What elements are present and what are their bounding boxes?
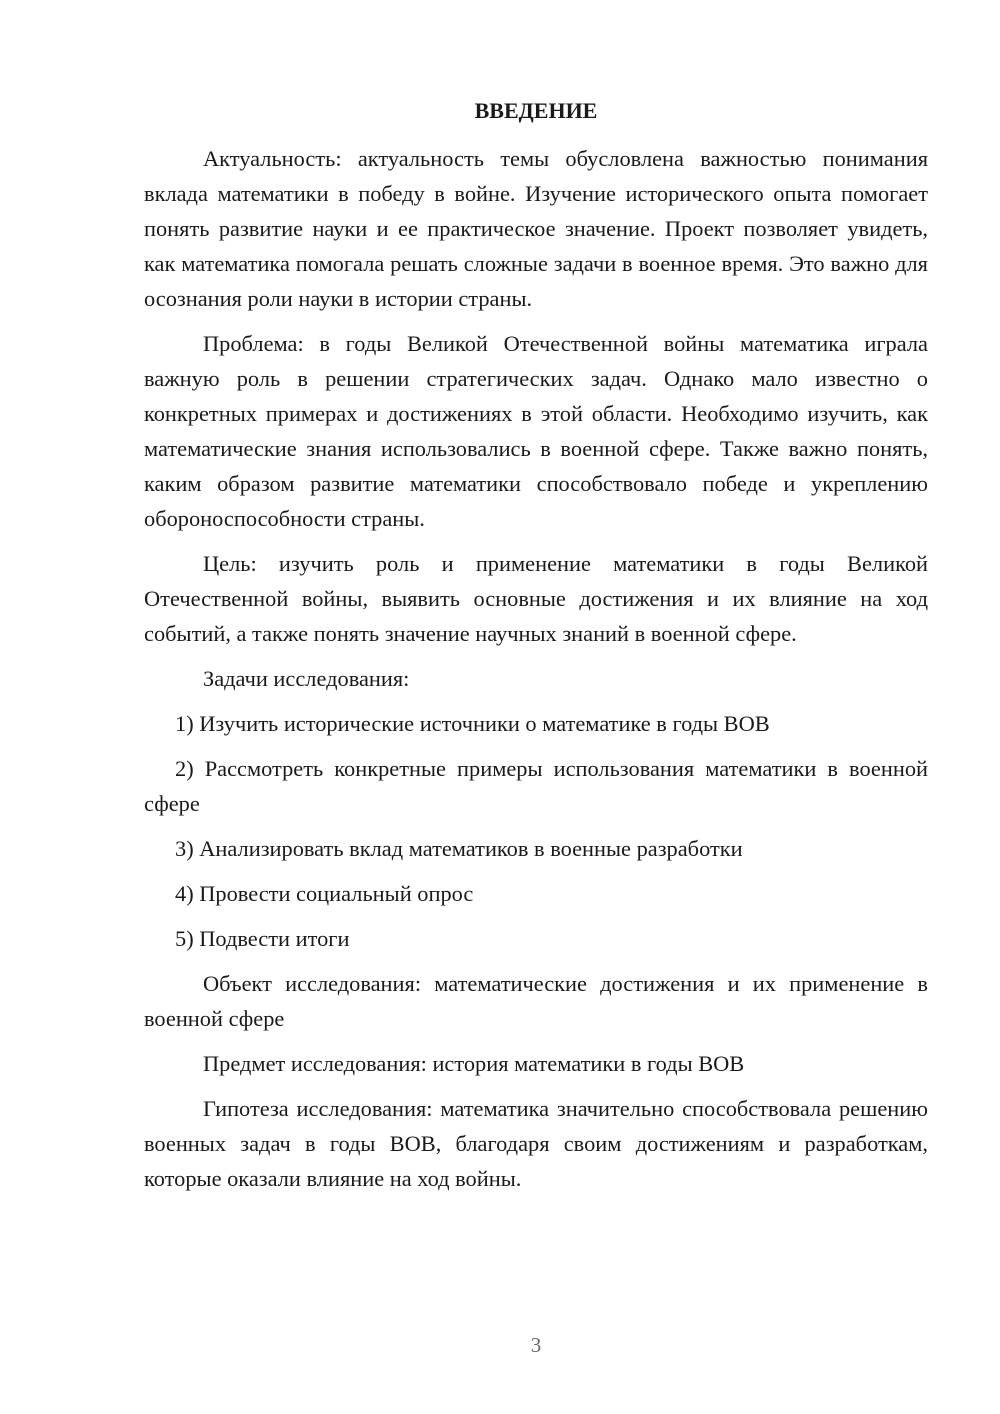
tasks-heading: Задачи исследования:: [203, 666, 410, 691]
subject-paragraph: Предмет исследования: история математики в годы ВОВ: [203, 1051, 745, 1076]
goal-paragraph: Цель: изучить роль и применение математики в годы Великой Отечественной войны, выявить основные достижения и их влияние на ход событий, а также понять значение научных знаний в военной сфере.: [144, 551, 928, 646]
task-item: 4) Провести социальный опрос: [175, 881, 474, 906]
task-item: 5) Подвести итоги: [175, 926, 350, 951]
task-item: 3) Анализировать вклад математиков в военные разработки: [175, 836, 743, 861]
task-item: 2) Рассмотреть конкретные примеры использования математики в военной сфере: [144, 756, 928, 816]
relevance-paragraph: Актуальность: актуальность темы обусловлена важностью понимания вклада математики в победу в войне. Изучение исторического опыта помогает понять развитие науки и ее практическое значение. Проект позволяет увидеть, как математика помогала решать сложные задачи в военное время. Это важно для осознания роли науки в истории страны.: [144, 146, 928, 311]
section-heading: ВВЕДЕНИЕ: [474, 98, 598, 123]
object-paragraph: Объект исследования: математические достижения и их применение в военной сфере: [144, 971, 928, 1031]
document-page: [144, 93, 928, 1206]
task-item: 1) Изучить исторические источники о математике в годы ВОВ: [175, 711, 770, 736]
problem-paragraph: Проблема: в годы Великой Отечественной войны математика играла важную роль в решении стратегических задач. Однако мало известно о конкретных примерах и достижениях в этой области. Необходимо изучить, как математические знания использовались в военной сфере. Также важно понять, каким образом развитие математики способствовало победе и укреплению обороноспособности страны.: [144, 331, 928, 531]
page-number: 3: [530, 1333, 542, 1357]
hypothesis-paragraph: Гипотеза исследования: математика значительно способствовала решению военных задач в годы ВОВ, благодаря своим достижениям и разработкам, которые оказали влияние на ход войны.: [144, 1096, 928, 1191]
